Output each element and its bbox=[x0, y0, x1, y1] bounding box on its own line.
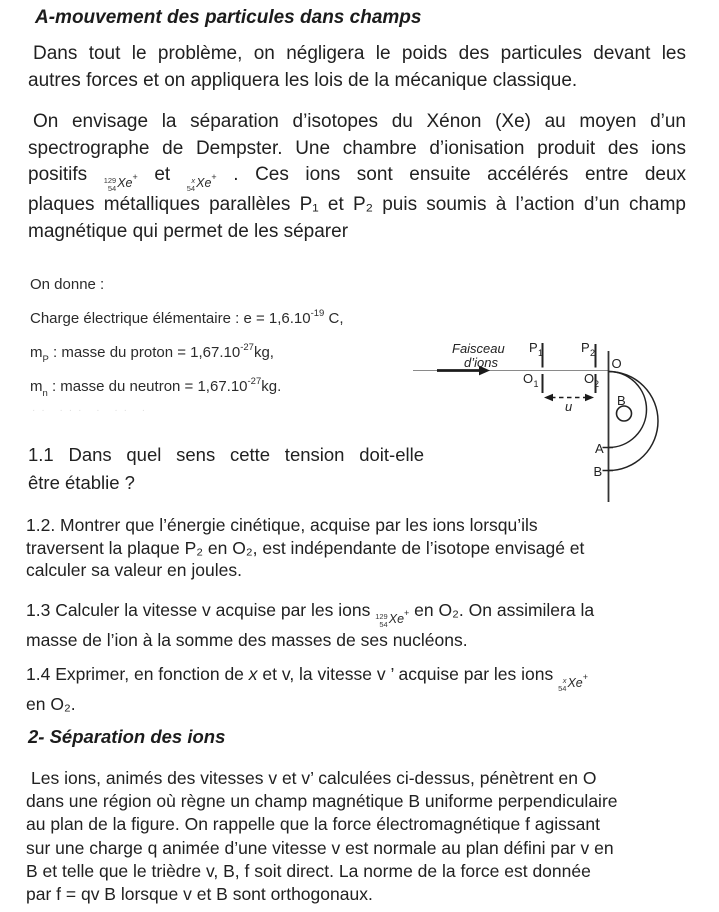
isotope-x-54-xe bbox=[186, 172, 217, 193]
text-line: Dans tout le problème, on négligera le poids des particules devant les bbox=[33, 43, 686, 64]
text-segment: Charge électrique élémentaire : e = 1,6.10 bbox=[30, 310, 311, 327]
isotope-symbol: Xe bbox=[388, 612, 405, 626]
text-line: spectrographe de Dempster. Une chambre d’ionisation produit des ions bbox=[28, 137, 686, 159]
text-line: sur une charge q animée d’une vitesse v est normale au plan défini par v en bbox=[26, 837, 614, 858]
isotope-charge: + bbox=[404, 608, 410, 618]
text-line: 1.1 Dans quel sens cette tension doit-elle bbox=[28, 444, 424, 465]
text-line-isotopes bbox=[28, 162, 686, 192]
isotope-charge: + bbox=[211, 172, 217, 182]
text-line: plaques métalliques parallèles P₁ et P₂ puis soumis à l’action d’un champ bbox=[28, 194, 686, 215]
field-direction-icon bbox=[617, 406, 632, 421]
text-segment: kg, bbox=[253, 344, 274, 361]
plate-p2-label-sub: 2 bbox=[590, 348, 596, 358]
u-arrowhead-right-icon bbox=[585, 394, 594, 402]
question-1-4 bbox=[26, 662, 716, 717]
isotope-mass-number: x bbox=[191, 176, 196, 185]
text-line: On envisage la séparation d’isotopes du Xénon (Xe) au moyen d’un bbox=[33, 111, 686, 132]
text-line: au plan de la figure. On rappelle que la force électromagnétique f agissant bbox=[26, 814, 600, 835]
isotope-mass-number: x bbox=[562, 676, 567, 685]
isotope-129-54-xe bbox=[375, 608, 410, 629]
paragraph-separation bbox=[26, 767, 712, 906]
given-proton-mass bbox=[30, 343, 274, 364]
hole-o2-label: O bbox=[584, 371, 595, 386]
text-line: masse de l’ion à la somme des masses de ses nucléons. bbox=[26, 630, 468, 650]
point-b-label: B bbox=[593, 464, 603, 479]
isotope-atomic-number: 54 bbox=[107, 183, 117, 193]
isotope-mass-number: 129 bbox=[103, 176, 117, 185]
plate-p1-label: P bbox=[529, 340, 538, 355]
point-a-label: A bbox=[595, 441, 604, 456]
text-segment: m bbox=[30, 344, 43, 361]
text-line: magnétique qui permet de les séparer bbox=[28, 220, 349, 242]
beam-label-line1: Faisceau bbox=[452, 341, 505, 356]
isotope-charge: + bbox=[582, 672, 589, 682]
given-elementary-charge bbox=[30, 309, 344, 327]
text-segment: : masse du proton = 1,67.10 bbox=[48, 344, 241, 361]
text-segment: : masse du neutron = 1,67.10 bbox=[47, 378, 248, 395]
trajectory-arc-large bbox=[609, 372, 659, 471]
text-line: autres forces et on appliquera les lois de la mécanique classique. bbox=[28, 69, 578, 91]
text-segment: C, bbox=[324, 310, 344, 327]
isotope-atomic-number: 54 bbox=[186, 183, 196, 193]
exponent: -19 bbox=[310, 308, 325, 319]
isotope-atomic-number: 54 bbox=[558, 683, 567, 693]
text-segment: m bbox=[30, 378, 43, 395]
plate-p2-label: P bbox=[581, 340, 590, 355]
text-line-isotope bbox=[26, 662, 716, 692]
exponent: -27 bbox=[240, 342, 254, 353]
beam-label-line2: d’ions bbox=[464, 355, 498, 370]
subscript: P bbox=[42, 354, 49, 365]
text-line: traversent la plaque P₂ en O₂, est indépendante de l’isotope envisagé et bbox=[26, 537, 585, 558]
u-arrowhead-left-icon bbox=[544, 394, 553, 402]
field-b-label: B bbox=[617, 393, 626, 408]
scan-artifact: ·· ··· · ·· · bbox=[32, 405, 152, 416]
text-segment: 1.4 Exprimer, en fonction de bbox=[26, 664, 244, 684]
text-segment: kg. bbox=[261, 378, 282, 395]
text-line: B et telle que le trièdre v, B, f soit direct. La norme de la force est donnée bbox=[26, 860, 591, 881]
text-line: Les ions, animés des vitesses v et v’ calculées ci-dessus, pénètrent en O bbox=[31, 768, 597, 788]
section-2-heading: 2- Séparation des ions bbox=[28, 726, 226, 747]
text-segment: 1.3 Calculer la vitesse v acquise par les ions bbox=[26, 600, 371, 620]
text-segment: et bbox=[154, 164, 171, 185]
isotope-symbol: Xe bbox=[117, 176, 133, 190]
text-line: en O₂. bbox=[26, 694, 76, 714]
text-segment: en O₂. On assimilera la bbox=[414, 600, 595, 620]
exponent: -27 bbox=[247, 376, 262, 387]
isotope-mass-number: 129 bbox=[375, 612, 388, 621]
text-line: 1.2. Montrer que l’énergie cinétique, acquise par les ions lorsqu’ils bbox=[26, 515, 538, 535]
dempster-spectrograph-figure bbox=[400, 330, 719, 512]
given-neutron-mass bbox=[30, 377, 281, 398]
paragraph-intro bbox=[28, 41, 686, 94]
subscript: n bbox=[42, 388, 48, 399]
isotope-x-54-xe bbox=[558, 672, 589, 693]
isotope-symbol: Xe bbox=[196, 176, 212, 190]
question-1-2 bbox=[26, 514, 698, 582]
text-line: calculer sa valeur en joules. bbox=[26, 560, 242, 581]
variable-x: x bbox=[248, 664, 258, 684]
text-segment: positifs bbox=[28, 164, 88, 185]
text-segment: et v, la vitesse v ’ acquise par les ions bbox=[262, 664, 554, 684]
plate-p1-label-sub: 1 bbox=[538, 348, 544, 358]
question-1-3 bbox=[26, 598, 710, 653]
origin-o-label: O bbox=[611, 356, 622, 371]
question-1-1 bbox=[28, 441, 424, 497]
text-line: être établie ? bbox=[28, 472, 135, 493]
u-label: u bbox=[565, 399, 573, 414]
text-line-isotope bbox=[26, 598, 710, 628]
text-line: dans une région où règne un champ magnétique B uniforme perpendiculaire bbox=[26, 791, 618, 812]
text-segment: . Ces ions sont ensuite accélérés entre deux bbox=[233, 164, 687, 185]
isotope-atomic-number: 54 bbox=[379, 619, 388, 629]
hole-o2-label-sub: 2 bbox=[594, 379, 600, 389]
hole-o1-label: O bbox=[523, 371, 534, 386]
isotope-charge: + bbox=[132, 172, 138, 182]
hole-o1-label-sub: 1 bbox=[533, 379, 539, 389]
paragraph-setup bbox=[28, 109, 686, 245]
text-line: par f = qv B lorsque v et B sont orthogonaux. bbox=[26, 884, 373, 905]
given-heading: On donne : bbox=[30, 276, 105, 293]
page-title: A-mouvement des particules dans champs bbox=[35, 7, 422, 28]
isotope-symbol: Xe bbox=[567, 676, 583, 690]
isotope-129-54-xe bbox=[103, 172, 138, 193]
